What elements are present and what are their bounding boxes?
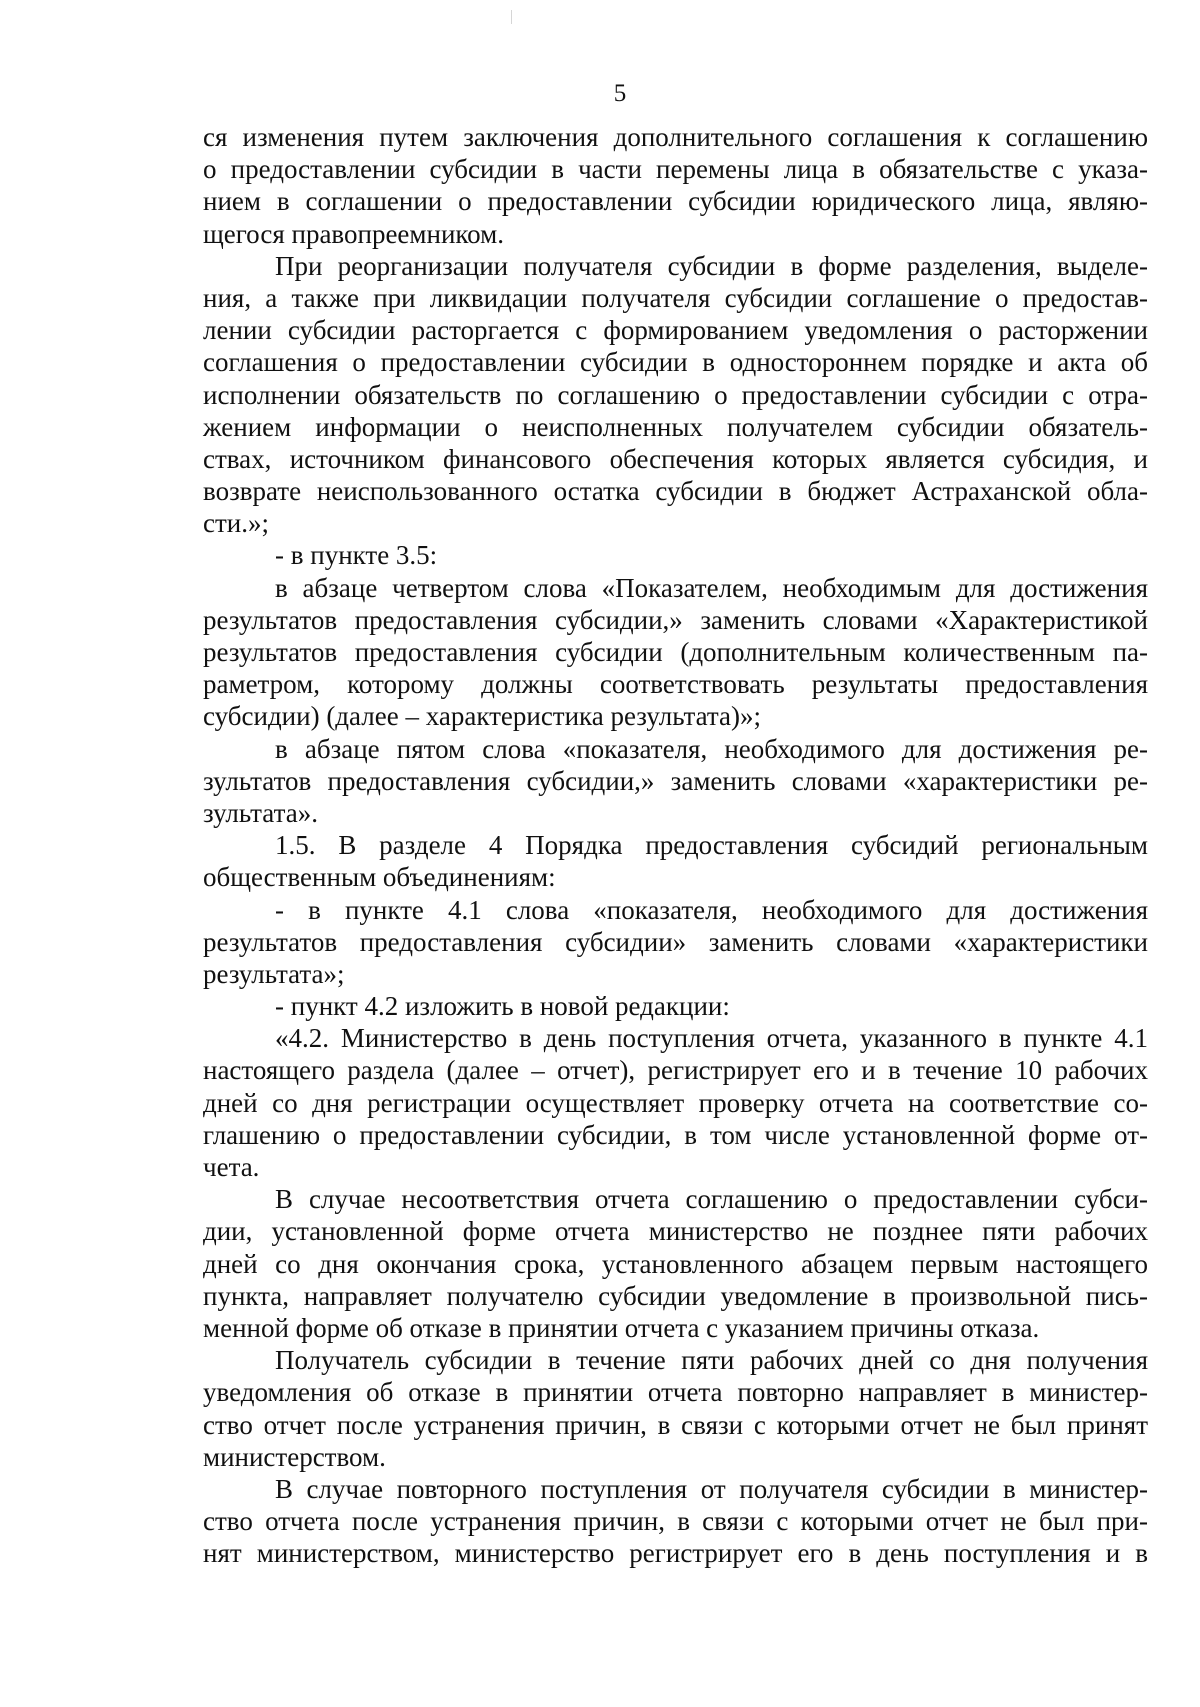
text-line: зультата». [203, 797, 318, 828]
text-line: «4.2. Министерство в день поступления отчета, указанного в пункте 4.1 [275, 1023, 1148, 1054]
text-line: менной форме об отказе в принятии отчета с указанием причины отказа. [203, 1312, 1040, 1343]
text-line: сти.»; [203, 508, 269, 539]
text-line: настоящего раздела (далее – отчет), регистрирует его и в течение 10 рабочих [203, 1055, 1148, 1086]
text-line: ство отчета после устранения причин, в связи с которыми отчет не был при- [203, 1506, 1148, 1537]
scan-artifact [511, 10, 512, 24]
text-line: результатов предоставления субсидии,» заменить словами «Характеристикой [203, 604, 1148, 635]
text-line: дней со дня регистрации осуществляет проверку отчета на соответствие со- [203, 1087, 1148, 1118]
text-line: нием в соглашении о предоставлении субсидии юридического лица, являю- [203, 186, 1148, 217]
text-line: в абзаце четвертом слова «Показателем, необходимым для достижения [275, 572, 1148, 603]
text-line: При реорганизации получателя субсидии в форме разделения, выделе- [275, 250, 1148, 281]
text-line: результатов предоставления субсидии» заменить словами «характеристики [203, 926, 1148, 957]
text-line: дней со дня окончания срока, установленного абзацем первым настоящего [203, 1248, 1148, 1279]
text-line: о предоставлении субсидии в части перемены лица в обязательстве с указа- [203, 154, 1148, 185]
text-line: в абзаце пятом слова «показателя, необходимого для достижения ре- [275, 733, 1148, 764]
text-line: результатов предоставления субсидии (дополнительным количественным па- [203, 637, 1148, 667]
text-line: результата»; [203, 958, 345, 989]
text-line: ство отчет после устранения причин, в связи с которыми отчет не был принят [203, 1409, 1148, 1440]
text-line: В случае повторного поступления от получателя субсидии в министер- [275, 1473, 1148, 1504]
text-line: глашению о предоставлении субсидии, в том числе установленной форме от- [203, 1119, 1148, 1150]
text-line: Получатель субсидии в течение пяти рабочих дней со дня получения [275, 1345, 1148, 1376]
document-body-text [203, 121, 1148, 1569]
text-line: исполнении обязательств по соглашению о предоставлении субсидии с отра- [203, 379, 1148, 410]
page-number: 5 [613, 80, 627, 107]
text-line: чета. [203, 1152, 260, 1182]
text-line: ся изменения путем заключения дополнительного соглашения к соглашению [203, 122, 1148, 152]
text-line: ствах, источником финансового обеспечения которых является субсидия, и [203, 443, 1148, 474]
text-line: министерством. [203, 1441, 386, 1472]
text-line: жением информации о неисполненных получателем субсидии обязатель- [203, 411, 1148, 442]
text-line: ния, а также при ликвидации получателя субсидии соглашение о предостав- [203, 282, 1148, 313]
text-line: соглашения о предоставлении субсидии в одностороннем порядке и акта об [203, 347, 1148, 378]
text-line: общественным объединениям: [203, 862, 556, 893]
text-line: пункта, направляет получателю субсидии уведомление в произвольной пись- [203, 1280, 1148, 1311]
text-line: щегося правопреемником. [203, 218, 504, 249]
text-line: уведомления об отказе в принятии отчета повторно направляет в министер- [203, 1377, 1148, 1408]
text-line: В случае несоответствия отчета соглашению о предоставлении субси- [275, 1184, 1148, 1215]
text-line: нят министерством, министерство регистрирует его в день поступления и в [203, 1538, 1148, 1569]
text-line: зультатов предоставления субсидии,» заменить словами «характеристики ре- [203, 765, 1148, 796]
text-line: субсидии) (далее – характеристика результата)»; [203, 701, 761, 732]
text-line: - пункт 4.2 изложить в новой редакции: [275, 991, 730, 1022]
text-line: возврате неиспользованного остатка субсидии в бюджет Астраханской обла- [203, 476, 1148, 507]
text-line: - в пункте 4.1 слова «показателя, необходимого для достижения [275, 894, 1148, 925]
text-line: лении субсидии расторгается с формированием уведомления о расторжении [203, 315, 1148, 346]
text-line: дии, установленной форме отчета министерство не позднее пяти рабочих [203, 1216, 1148, 1247]
text-line: - в пункте 3.5: [275, 540, 438, 571]
text-line: 1.5. В разделе 4 Порядка предоставления субсидий региональным [275, 830, 1148, 861]
text-line: раметром, которому должны соответствовать результаты предоставления [203, 669, 1148, 700]
